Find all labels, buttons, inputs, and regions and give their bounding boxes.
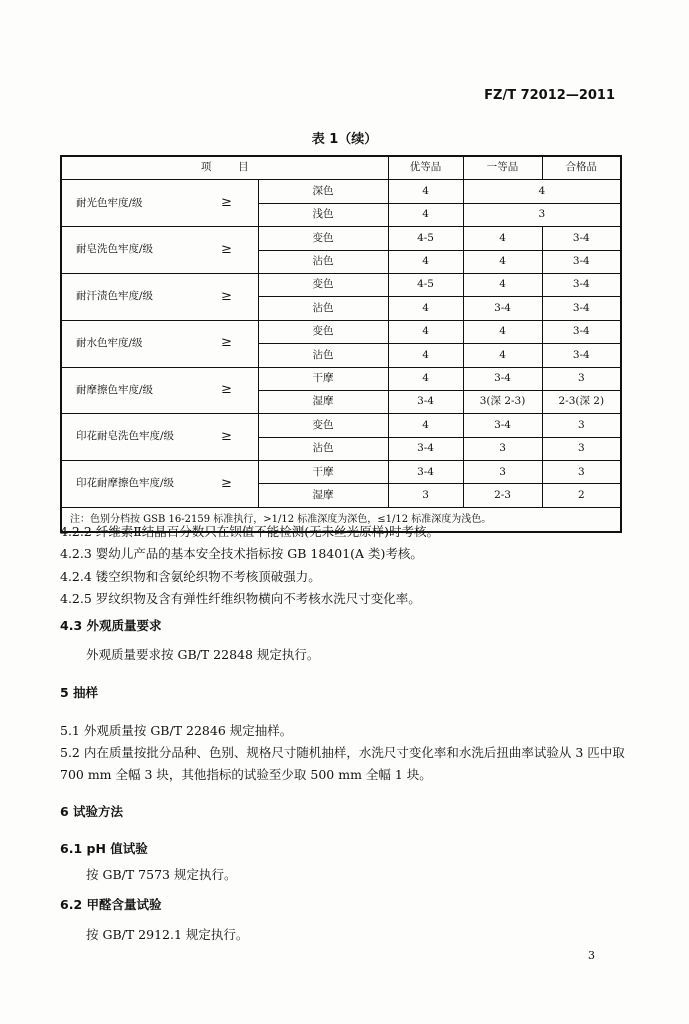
value-first-grade: 3(深 2-3): [463, 390, 542, 413]
value-premium: 4: [388, 180, 463, 203]
heading-5: 5 抽样: [60, 685, 99, 700]
value-premium: 3-4: [388, 437, 463, 460]
value-qualified: 3: [542, 437, 621, 460]
sub-item-label: 干摩: [258, 461, 388, 484]
value-qualified: 3-4: [542, 273, 621, 296]
sub-item-label: 干摩: [258, 367, 388, 390]
value-premium: 4: [388, 297, 463, 320]
value-premium: 3-4: [388, 461, 463, 484]
sub-item-label: 变色: [258, 227, 388, 250]
value-qualified: 3-4: [542, 227, 621, 250]
value-first-grade: 3: [463, 437, 542, 460]
header-premium: 优等品: [388, 156, 463, 180]
value-premium: 3-4: [388, 390, 463, 413]
value-first-grade: 4: [463, 344, 542, 367]
value-first-grade: 3-4: [463, 297, 542, 320]
geq-symbol: ≥: [221, 414, 258, 461]
clause-4-2-4: 4.2.4 镂空织物和含氨纶织物不考核顶破强力。: [60, 569, 321, 584]
table-row: [61, 367, 621, 390]
heading-6-1: 6.1 pH 值试验: [60, 841, 148, 856]
sub-item-label: 变色: [258, 273, 388, 296]
table-note: 注：色别分档按 GSB 16-2159 标准执行，>1/12 标准深度为深色，≤1/12 标准深度为浅色。: [61, 507, 621, 532]
header-first-grade: 一等品: [463, 156, 542, 180]
table-caption: 表 1（续）: [311, 132, 378, 147]
sub-item-label: 深色: [258, 180, 388, 203]
value-first-grade: 3: [463, 461, 542, 484]
clause-4-2-3: 4.2.3 婴幼儿产品的基本安全技术指标按 GB 18401(A 类)考核。: [60, 546, 423, 561]
standard-number-header: FZ/T 72012—2011: [484, 88, 615, 103]
value-qualified: 3: [542, 414, 621, 437]
value-first-and-qualified: 3: [463, 203, 621, 226]
sub-item-label: 沾色: [258, 250, 388, 273]
value-first-grade: 4: [463, 320, 542, 343]
sub-item-label: 沾色: [258, 437, 388, 460]
heading-6: 6 试验方法: [60, 804, 124, 819]
heading-4-3: 4.3 外观质量要求: [60, 618, 162, 633]
value-qualified: 3-4: [542, 344, 621, 367]
clause-4-2-2: 4.2.2 纤维素Ⅱ结晶百分数只在钡值不能检测(无未丝光原样)时考核。: [60, 524, 440, 539]
value-premium: 4-5: [388, 227, 463, 250]
table-header-row: [61, 156, 621, 180]
row-item-label: 耐水色牢度/级: [61, 320, 221, 367]
value-qualified: 2-3(深 2): [542, 390, 621, 413]
value-qualified: 3: [542, 461, 621, 484]
table-row: [61, 180, 621, 203]
clause-5-2-line2: 700 mm 全幅 3 块，其他指标的试验至少取 500 mm 全幅 1 块。: [60, 767, 432, 782]
sub-item-label: 沾色: [258, 344, 388, 367]
header-qualified: 合格品: [542, 156, 621, 180]
row-item-label: 耐光色牢度/级: [61, 180, 221, 227]
clause-6-1-text: 按 GB/T 7573 规定执行。: [86, 867, 237, 882]
header-item: 项 目: [61, 156, 388, 180]
sub-item-label: 变色: [258, 414, 388, 437]
clause-4-2-5: 4.2.5 罗纹织物及含有弹性纤维织物横向不考核水洗尺寸变化率。: [60, 591, 421, 606]
row-item-label: 印花耐皂洗色牢度/级: [61, 414, 221, 461]
row-item-label: 印花耐摩擦色牢度/级: [61, 461, 221, 508]
clause-5-1: 5.1 外观质量按 GB/T 22846 规定抽样。: [60, 723, 293, 738]
table-row: [61, 414, 621, 437]
value-premium: 4-5: [388, 273, 463, 296]
heading-6-2: 6.2 甲醛含量试验: [60, 897, 162, 912]
quality-table: [60, 155, 622, 533]
page-number: 3: [588, 949, 595, 962]
geq-symbol: ≥: [221, 461, 258, 508]
value-first-grade: 4: [463, 250, 542, 273]
value-premium: 4: [388, 203, 463, 226]
sub-item-label: 沾色: [258, 297, 388, 320]
value-premium: 4: [388, 414, 463, 437]
table-row: [61, 273, 621, 296]
value-qualified: 3: [542, 367, 621, 390]
geq-symbol: ≥: [221, 367, 258, 414]
value-qualified: 2: [542, 484, 621, 507]
value-premium: 4: [388, 250, 463, 273]
value-qualified: 3-4: [542, 297, 621, 320]
value-first-grade: 3-4: [463, 414, 542, 437]
value-qualified: 3-4: [542, 250, 621, 273]
table-row: [61, 320, 621, 343]
geq-symbol: ≥: [221, 227, 258, 274]
geq-symbol: ≥: [221, 180, 258, 227]
value-premium: 4: [388, 344, 463, 367]
sub-item-label: 湿摩: [258, 484, 388, 507]
value-first-grade: 3-4: [463, 367, 542, 390]
row-item-label: 耐皂洗色牢度/级: [61, 227, 221, 274]
geq-symbol: ≥: [221, 320, 258, 367]
geq-symbol: ≥: [221, 273, 258, 320]
clause-6-2-text: 按 GB/T 2912.1 规定执行。: [86, 927, 249, 942]
value-qualified: 3-4: [542, 320, 621, 343]
sub-item-label: 湿摩: [258, 390, 388, 413]
clause-5-2-line1: 5.2 内在质量按批分品种、色别、规格尺寸随机抽样，水洗尺寸变化率和水洗后扭曲率试验从 3 匹中取: [60, 745, 625, 760]
sub-item-label: 变色: [258, 320, 388, 343]
value-premium: 4: [388, 320, 463, 343]
table-row: [61, 227, 621, 250]
table-row: [61, 461, 621, 484]
value-first-grade: 4: [463, 227, 542, 250]
sub-item-label: 浅色: [258, 203, 388, 226]
row-item-label: 耐汗渍色牢度/级: [61, 273, 221, 320]
value-first-grade: 4: [463, 273, 542, 296]
value-first-grade: 2-3: [463, 484, 542, 507]
value-first-and-qualified: 4: [463, 180, 621, 203]
clause-4-3-text: 外观质量要求按 GB/T 22848 规定执行。: [86, 647, 320, 662]
value-premium: 3: [388, 484, 463, 507]
value-premium: 4: [388, 367, 463, 390]
row-item-label: 耐摩擦色牢度/级: [61, 367, 221, 414]
